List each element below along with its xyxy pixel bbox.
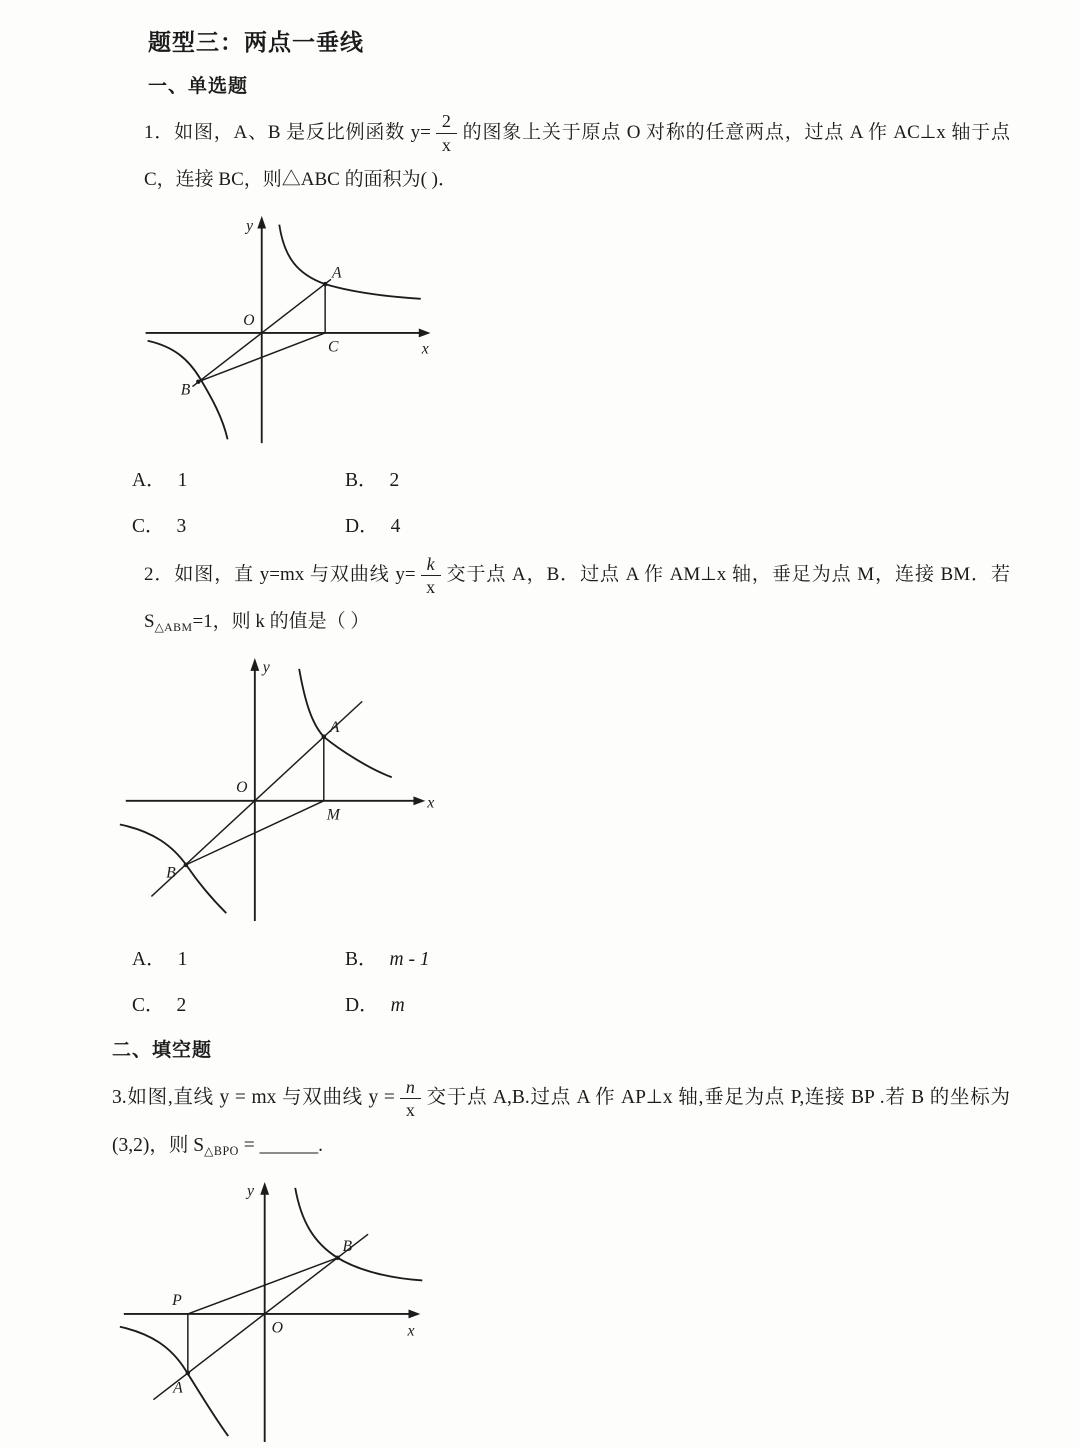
x-axis-arrow-icon	[413, 797, 425, 806]
question-3-pre: 3.如图,直线 y = mx 与双曲线 y =	[112, 1087, 395, 1109]
x-axis-arrow-icon	[419, 329, 431, 338]
point-A	[323, 282, 327, 286]
option-value: 1	[177, 470, 188, 492]
section-heading-fill-blank: 二、填空题	[112, 1040, 213, 1062]
question-1-options	[132, 464, 1010, 538]
q2-option-a	[132, 943, 345, 971]
point-label-M: M	[326, 806, 340, 824]
option-label: C．	[132, 995, 165, 1017]
fraction-numerator: 2	[436, 111, 457, 134]
option-label: A．	[132, 470, 166, 492]
question-2-pre: 2．如图，直 y=mx 与双曲线 y=	[144, 564, 416, 586]
point-label-A: A	[329, 719, 340, 737]
option-label: D．	[345, 516, 379, 538]
option-value: 4	[390, 516, 401, 538]
point-label-C: C	[328, 338, 339, 356]
option-value: m - 1	[389, 949, 430, 971]
point-label-B: B	[180, 381, 191, 399]
option-label: A．	[132, 949, 166, 971]
axis-label-x: x	[407, 1322, 415, 1340]
point-label-P: P	[172, 1291, 182, 1309]
q2-option-b	[345, 943, 675, 971]
section-heading-multiple-choice: 一、单选题	[148, 76, 249, 97]
figure-q1-graph	[130, 211, 452, 450]
question-1-post: 的图象上关于原点 O 对称的任意两点，过点 A 作 AC⊥x 轴于点 C，连接 BC，则△ABC 的面积为( )．	[144, 122, 1010, 190]
hyperbola-branch-1	[299, 669, 392, 777]
figure-q1	[130, 211, 1010, 450]
question-1-pre: 1．如图，A、B 是反比例函数 y=	[144, 122, 431, 143]
point-label-B: B	[342, 1237, 353, 1255]
point-A	[322, 735, 327, 740]
question-3-post2: = ______.	[238, 1134, 324, 1156]
axis-label-x: x	[421, 340, 429, 358]
question-2-post: 交于点 A，B．过点 A 作 AM⊥x 轴，垂足为点 M，连接 BM．若 S	[144, 564, 1010, 632]
hyperbola-branch-1	[279, 225, 420, 299]
option-value: 2	[389, 470, 400, 492]
y-axis-arrow-icon	[260, 1182, 269, 1195]
option-label: B．	[345, 949, 378, 971]
axis-label-y: y	[262, 658, 270, 676]
point-B	[196, 380, 200, 384]
fraction-n-over-x	[400, 1077, 421, 1121]
option-value: 3	[176, 516, 187, 538]
question-3-post: 交于点 A,B.过点 A 作 AP⊥x 轴,垂足为点 P,连接 BP .若 B 的坐标为(3,2)，则 S	[112, 1087, 1010, 1156]
axis-label-y: y	[246, 217, 254, 235]
point-label-B: B	[166, 864, 176, 882]
option-label: B．	[345, 470, 378, 492]
option-value: 1	[177, 949, 188, 971]
origin-label: O	[271, 1319, 283, 1337]
segment-PB	[188, 1258, 338, 1314]
fraction-denominator: x	[426, 577, 436, 598]
q1-option-a	[132, 464, 345, 492]
x-axis-arrow-icon	[409, 1309, 421, 1318]
option-label: D．	[345, 995, 379, 1017]
option-value: m	[390, 995, 405, 1017]
origin-label: O	[243, 312, 255, 330]
q1-option-b	[345, 464, 675, 492]
question-2-options	[132, 943, 1010, 1017]
q1-option-c	[132, 510, 345, 538]
fraction-denominator: x	[441, 135, 451, 156]
y-axis-arrow-icon	[257, 216, 266, 229]
option-label: C．	[132, 516, 165, 538]
question-3-text	[112, 1074, 1010, 1170]
figure-q2-graph	[112, 653, 442, 929]
figure-q2	[112, 653, 1010, 929]
fraction-numerator: n	[400, 1077, 421, 1100]
origin-label: O	[236, 779, 248, 797]
s-triangle-subscript: △BPO	[204, 1144, 239, 1159]
q1-option-d	[345, 510, 675, 538]
fraction-k-over-x	[421, 554, 441, 598]
point-A	[186, 1371, 191, 1376]
point-label-A: A	[173, 1379, 183, 1397]
fraction-denominator: x	[405, 1100, 415, 1121]
option-value: 2	[176, 995, 187, 1017]
axis-label-x: x	[427, 794, 435, 812]
axis-label-y: y	[246, 1182, 254, 1200]
point-B	[184, 863, 189, 868]
question-1-text	[144, 110, 1010, 203]
question-2-post2: =1，则 k 的值是（ ）	[192, 610, 370, 632]
figure-q3-graph	[112, 1178, 442, 1444]
point-label-A: A	[331, 264, 342, 282]
fraction-2-over-x	[436, 111, 457, 155]
q2-option-c	[132, 989, 345, 1017]
figure-q3	[112, 1178, 1010, 1444]
point-B	[335, 1255, 340, 1260]
y-axis-arrow-icon	[250, 658, 259, 671]
page-title: 题型三：两点一垂线	[148, 30, 364, 55]
s-triangle-subscript: △ABM	[154, 620, 193, 634]
question-2-text	[144, 552, 1010, 645]
fraction-numerator: k	[421, 554, 441, 577]
q2-option-d	[345, 989, 675, 1017]
